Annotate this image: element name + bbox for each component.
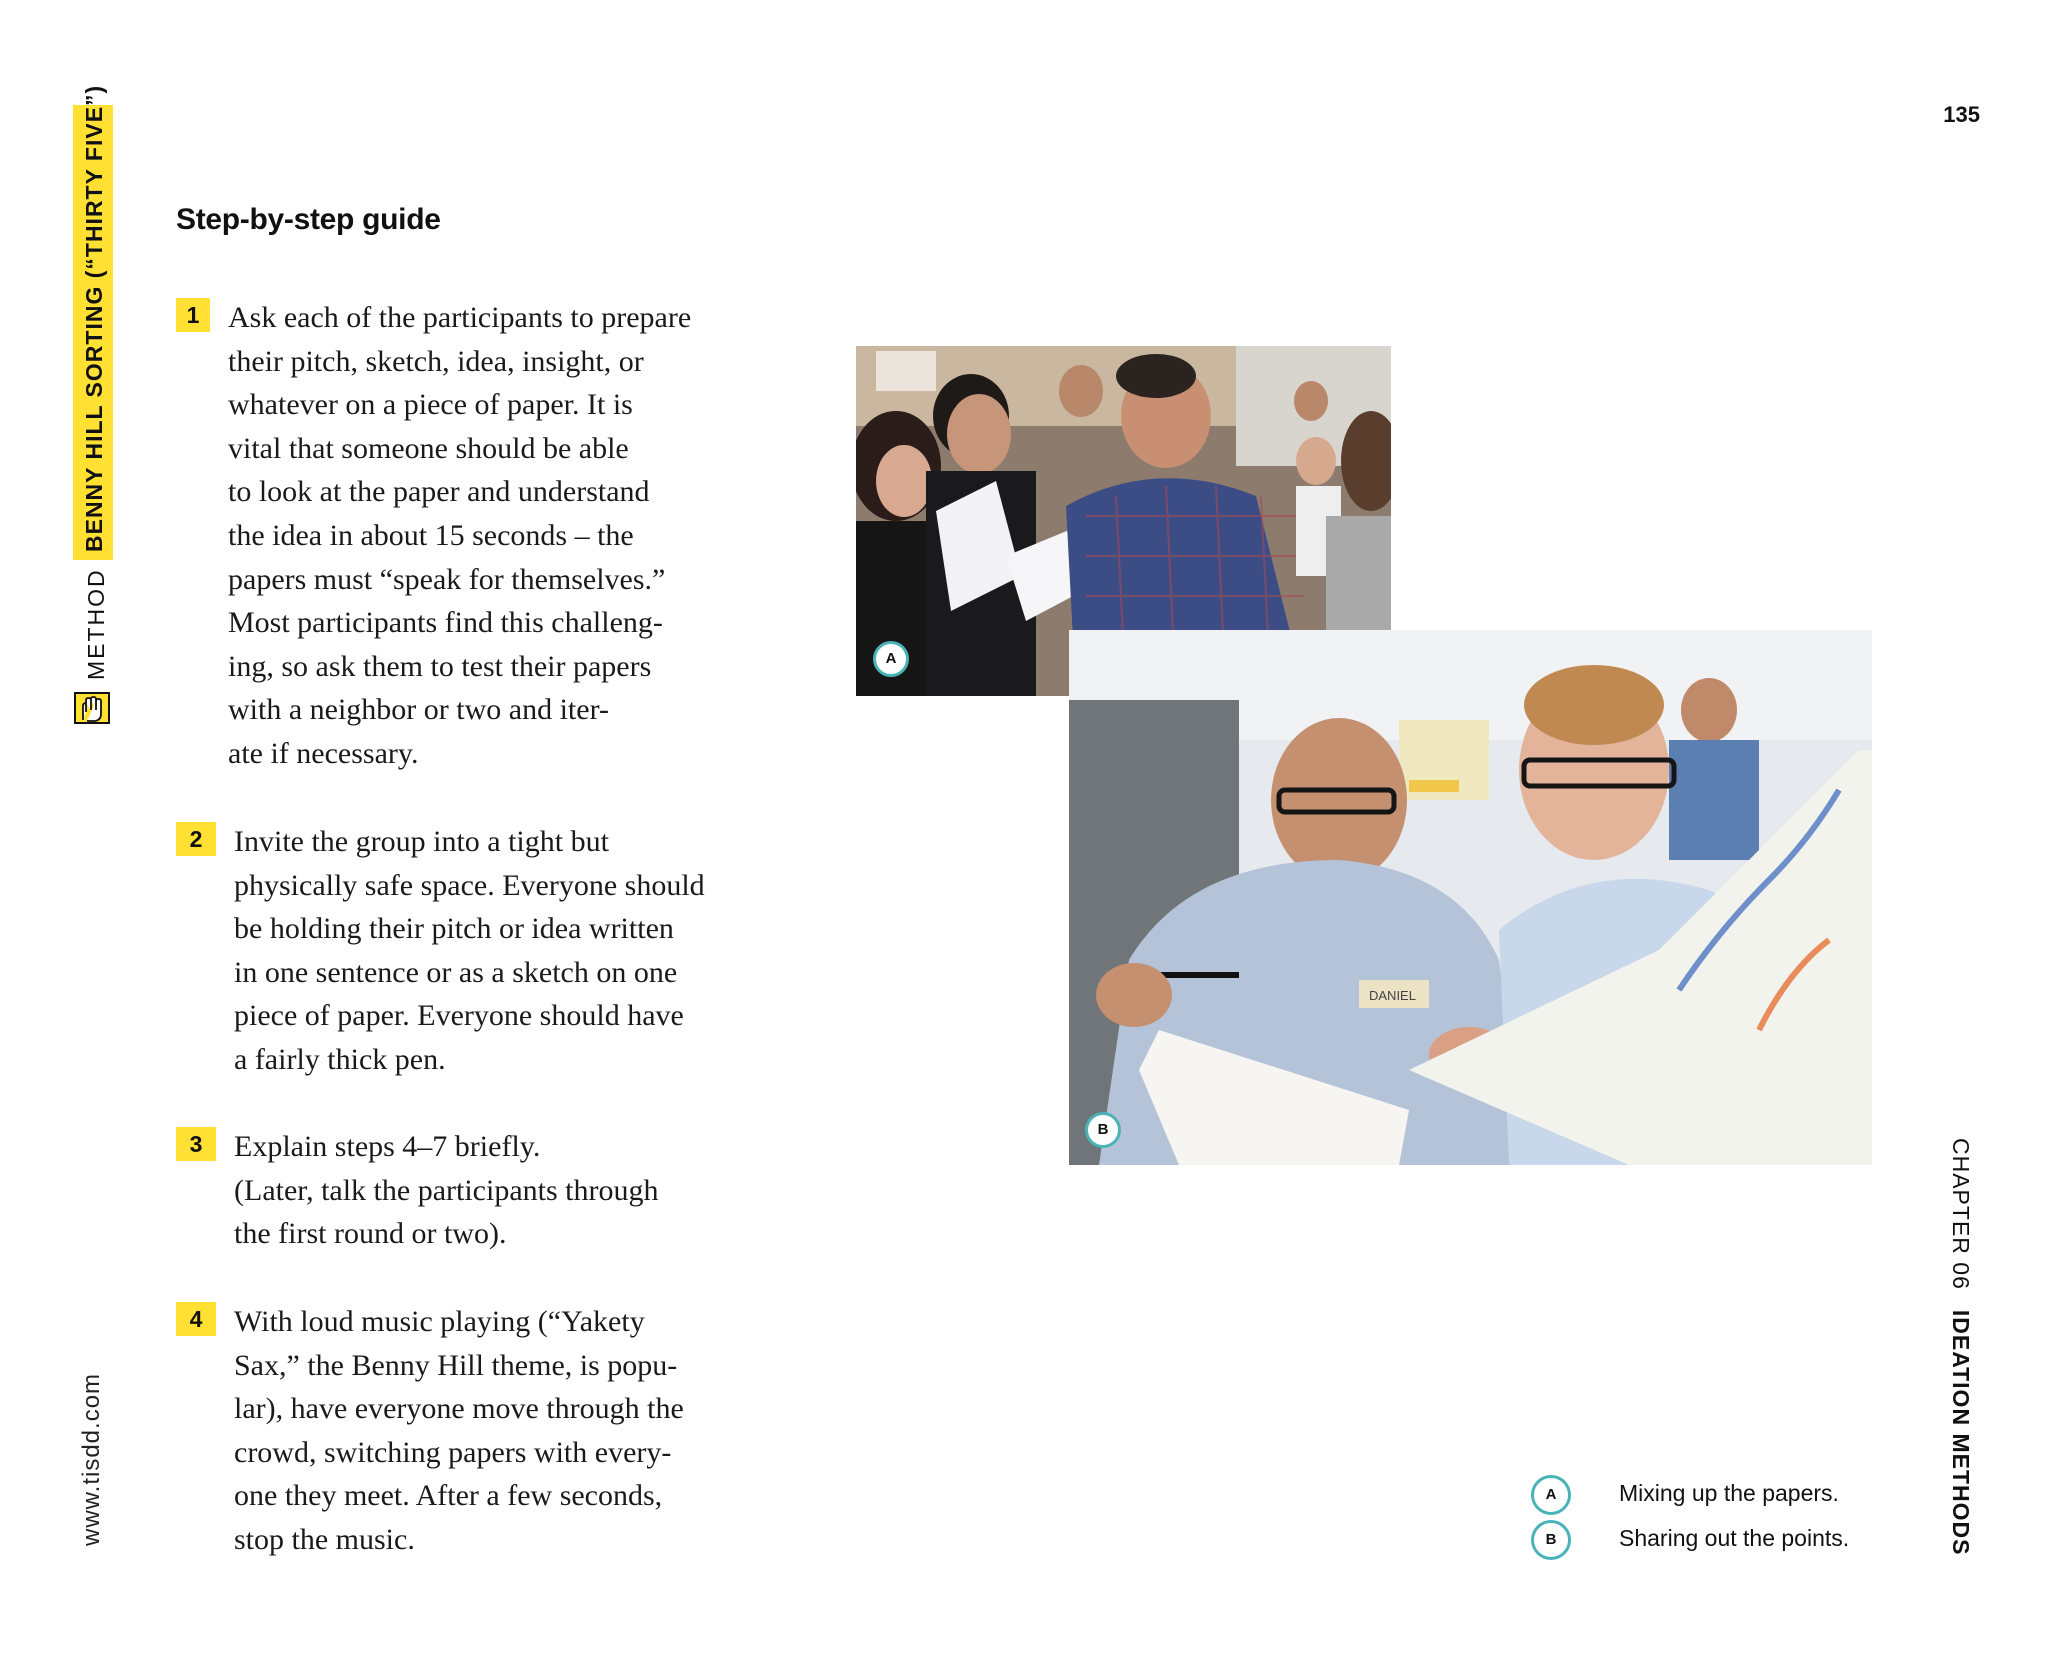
name-tag-text: DANIEL [1369,988,1416,1003]
section-title: Step-by-step guide [176,203,441,236]
step-number: 4 [176,1302,216,1336]
chapter-title: IDEATION METHODS [1948,1309,1974,1556]
chapter-label: CHAPTER 06 [1948,1138,1974,1290]
step-number: 2 [176,822,216,856]
step-number: 3 [176,1127,216,1161]
hand-paper-icon [73,690,113,726]
website-url: www.tisdd.com [78,1372,105,1546]
method-label: METHOD [83,568,109,680]
step-text: Invite the group into a tight but physically safe space. Everyone should be holding their pitch or idea written in one sentence or as a sketch on one piece of paper. Everyone should have a fairly thick pen. [234,825,705,1076]
step-text: With loud music playing (“Yakety Sax,” the Benny Hill theme, is popu- lar), have everyone move through the crowd, switching papers with every- one they meet. After a few seconds, stop the music. [234,1305,684,1556]
page-number: 135 [1943,102,1980,127]
caption-a [1531,1475,1931,1515]
photo-badge-b: B [1085,1112,1121,1148]
caption-badge-b: B [1531,1520,1571,1560]
step-text: Ask each of the participants to prepare their pitch, sketch, idea, insight, or whatever on a piece of paper. It is vital that someone should be able to look at the paper and understand the idea in about 15 seconds – the papers must “speak for themselves.” Most participants find this challeng- ing, so ask them to test their papers with a neighbor or two and iter- ate if necessary. [228,301,692,770]
step-text: Explain steps 4–7 briefly. (Later, talk the participants through the first round or two). [234,1130,659,1251]
method-title: BENNY HILL SORTING (“THIRTY FIVE”) [81,84,107,552]
caption-text: Sharing out the points. [1619,1525,1850,1551]
running-head-right [1947,1138,1974,1555]
photo-sharing-points [1069,630,1872,1165]
caption-text: Mixing up the papers. [1619,1480,1839,1506]
step-number: 1 [176,298,210,332]
photo-badge-a: A [873,641,909,677]
caption-b [1531,1520,1931,1560]
caption-badge-a: A [1531,1475,1571,1515]
